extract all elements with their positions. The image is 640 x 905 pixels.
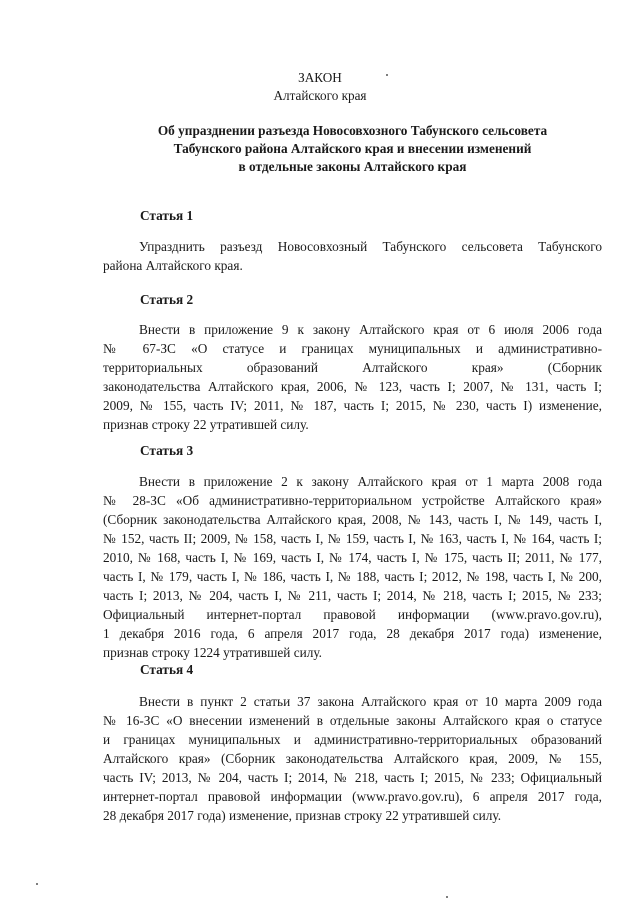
article-3-heading: Статья 3	[140, 443, 194, 458]
scan-speck	[36, 883, 38, 885]
text-line: Алтайского края» (Сборник законодательства Алтайского края, 2009, № 155,	[103, 751, 602, 766]
law-title-line: Табунского района Алтайского края и внесении изменений	[173, 141, 532, 156]
text-line: часть I, № 179, часть I, № 186, часть I, № 188, часть I; 2012, № 198, часть I, № 200,	[103, 569, 602, 584]
law-title-line: Об упразднении разъезда Новосовхозного Табунского сельсовета	[157, 123, 548, 138]
region-heading: Алтайского края	[273, 88, 367, 103]
text-line: законодательства Алтайского края, 2006, № 123, часть I; 2007, № 131, часть I;	[103, 379, 602, 394]
text-line: 2010, № 168, часть I, № 169, часть I, № 174, часть I, № 175, часть II; 2011, № 177,	[103, 550, 602, 565]
article-4-heading: Статья 4	[140, 662, 194, 677]
text-line: Внести в приложение 2 к закону Алтайского края от 1 марта 2008 года	[139, 474, 602, 489]
article-3-text	[103, 472, 602, 662]
text-line: 2009, № 155, часть IV; 2011, № 187, часть I; 2015, № 230, часть I) изменение,	[103, 398, 602, 413]
text-line: Внести в приложение 9 к закону Алтайского края от 6 июля 2006 года	[139, 322, 602, 337]
text-line: территориальных образований Алтайского края» (Сборник	[103, 360, 602, 375]
text-line: района Алтайского края.	[103, 258, 243, 273]
text-line: 1 декабря 2016 года, 6 апреля 2017 года, 28 декабря 2017 года) изменение,	[103, 626, 602, 641]
text-line: признав строку 1224 утратившей силу.	[103, 645, 322, 660]
article-1-text	[103, 237, 602, 275]
text-line: часть I; 2013, № 204, часть I, № 211, часть I; 2014, № 218, часть I; 2015, № 233;	[103, 588, 602, 603]
law-heading: ЗАКОН	[298, 70, 342, 85]
article-4-text	[103, 692, 602, 825]
scan-speck	[386, 74, 388, 76]
article-2-text	[103, 320, 602, 434]
text-line: № 67-ЗС «О статусе и границах муниципальных и административно-	[103, 341, 602, 356]
text-line: Внести в пункт 2 статьи 37 закона Алтайского края от 10 марта 2009 года	[139, 694, 602, 709]
text-line: № 16-ЗС «О внесении изменений в отдельные законы Алтайского края о статусе	[103, 713, 602, 728]
text-line: Упразднить разъезд Новосовхозный Табунского сельсовета Табунского	[139, 239, 602, 254]
law-title	[100, 122, 605, 176]
text-line: Официальный интернет-портал правовой информации (www.pravo.gov.ru),	[103, 607, 602, 622]
text-line: часть IV; 2013, № 204, часть I; 2014, № 218, часть I; 2015, № 233; Официальный	[103, 770, 602, 785]
text-line: и границах муниципальных и административно-территориальных образований	[103, 732, 602, 747]
article-2-heading: Статья 2	[140, 292, 194, 307]
text-line: (Сборник законодательства Алтайского края, 2008, № 143, часть I, № 149, часть I,	[103, 512, 602, 527]
text-line: № 28-ЗС «Об административно-территориальном устройстве Алтайского края»	[103, 493, 602, 508]
article-1-heading: Статья 1	[140, 208, 194, 223]
text-line: признав строку 22 утратившей силу.	[103, 417, 309, 432]
text-line: 28 декабря 2017 года) изменение, признав строку 22 утратившей силу.	[103, 808, 502, 823]
text-line: интернет-портал правовой информации (www.pravo.gov.ru), 6 апреля 2017 года,	[103, 789, 602, 804]
text-line: № 152, часть II; 2009, № 158, часть I, № 159, часть I, № 163, часть I, № 164, часть I;	[103, 531, 602, 546]
law-title-line: в отдельные законы Алтайского края	[238, 159, 467, 174]
scan-speck	[446, 896, 448, 898]
